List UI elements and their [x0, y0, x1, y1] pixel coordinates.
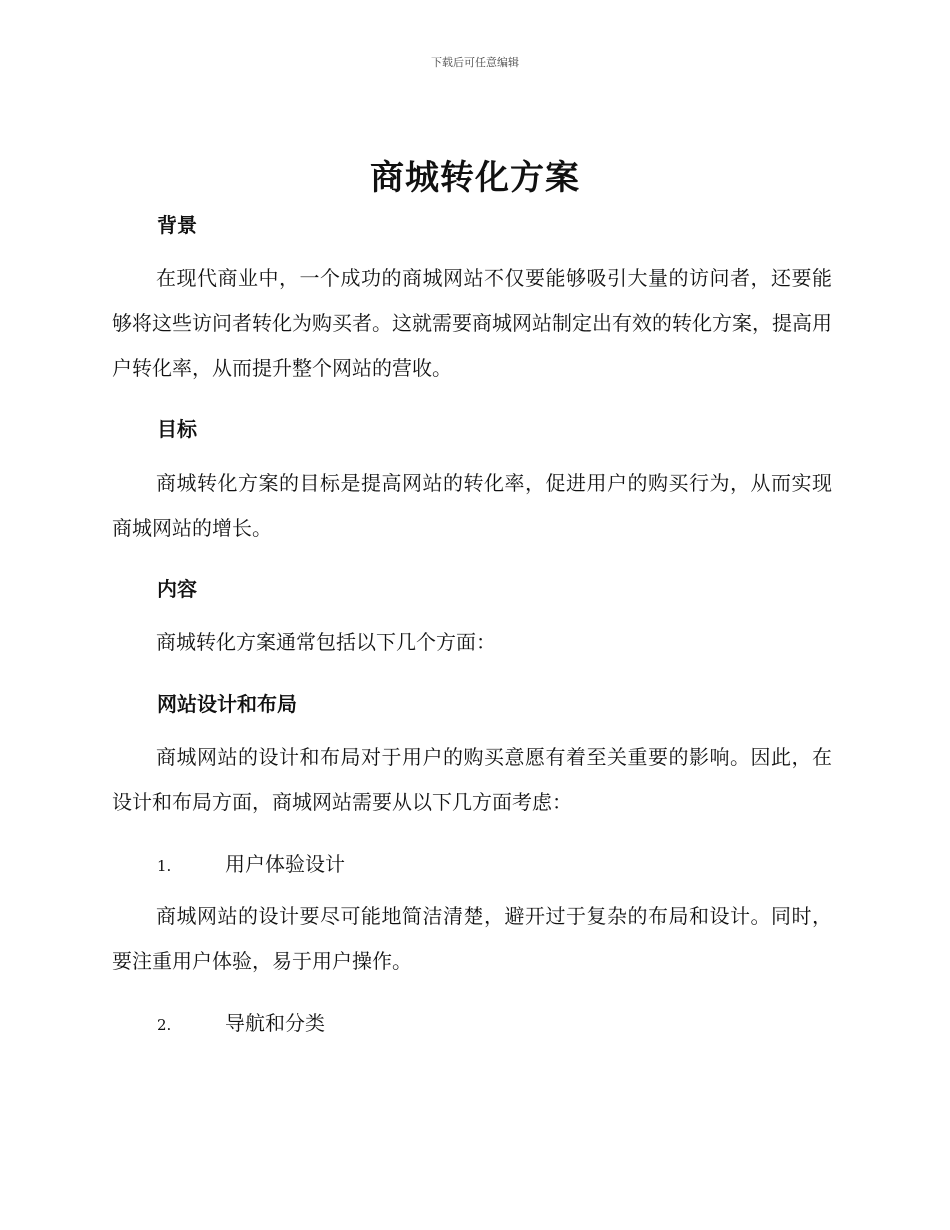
document-title: 商城转化方案	[370, 158, 580, 198]
list-label: 导航和分类	[225, 1011, 325, 1035]
paragraph-background: 在现代商业中，一个成功的商城网站不仅要能够吸引大量的访问者，还要能够将这些访问者转化为购买者。这就需要商城网站制定出有效的转化方案，提高用户转化率，从而提升整个网站的营收。	[112, 266, 832, 380]
list-number: 2.	[157, 1016, 172, 1034]
heading-content: 内容	[157, 577, 197, 601]
list-item-2	[157, 1007, 325, 1036]
heading-background: 背景	[157, 213, 197, 237]
header-note: 下载后可任意编辑	[431, 56, 519, 69]
paragraph-ux-design: 商城网站的设计要尽可能地简洁清楚，避开过于复杂的布局和设计。同时，要注重用户体验，易于用户操作。	[112, 904, 832, 973]
heading-goal: 目标	[157, 417, 197, 441]
list-item-1	[157, 848, 345, 877]
paragraph-content: 商城转化方案通常包括以下几个方面：	[156, 630, 496, 654]
paragraph-goal: 商城转化方案的目标是提高网站的转化率，促进用户的购买行为，从而实现商城网站的增长。	[112, 471, 832, 540]
list-label: 用户体验设计	[225, 852, 345, 876]
paragraph-design: 商城网站的设计和布局对于用户的购买意愿有着至关重要的影响。因此，在设计和布局方面，商城网站需要从以下几方面考虑：	[112, 745, 832, 814]
list-number: 1.	[157, 857, 172, 875]
heading-design: 网站设计和布局	[157, 692, 297, 716]
